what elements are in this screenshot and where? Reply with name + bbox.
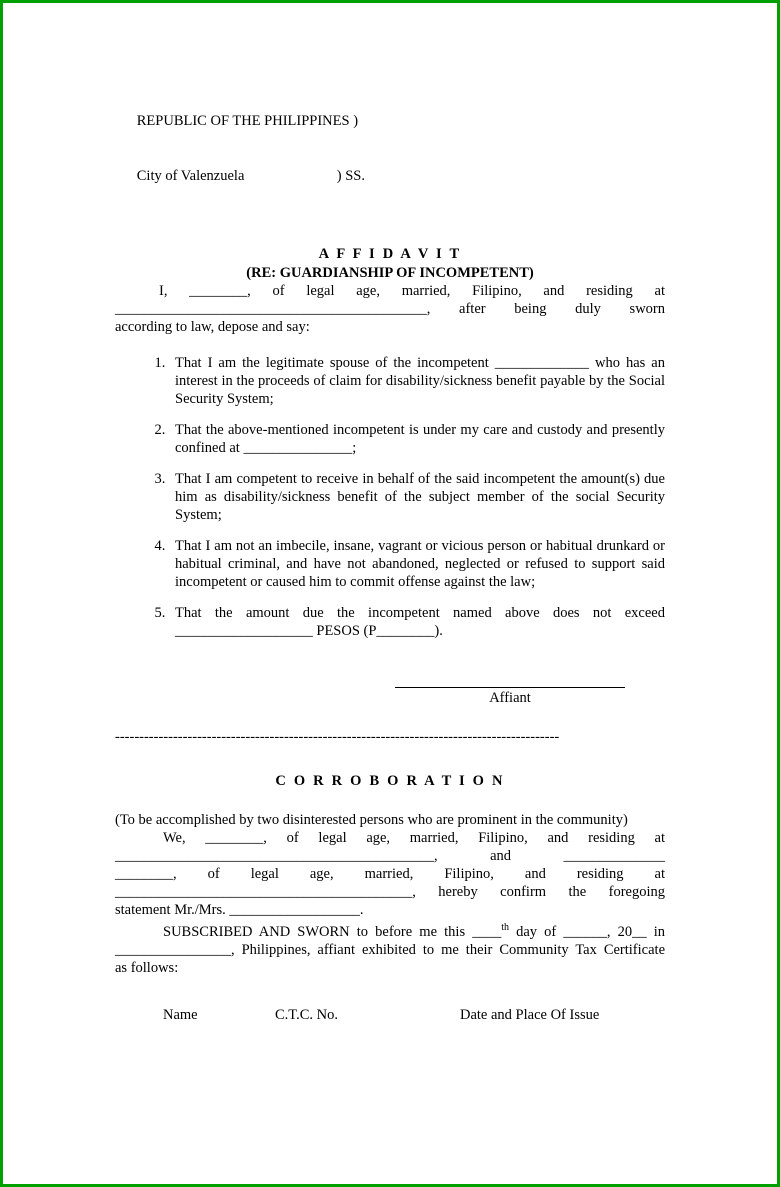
list-item: 4. That I am not an imbecile, insane, vagrant or vicious person or habitual drunkard or habitual criminal, and have not abandoned, neglected or refused to support said incompetent or caused him to commit offense against the law; [169,537,665,591]
corro-text-1: We, ________, of legal age, married, Filipino, and residing at [163,830,665,846]
header-line-2 [115,149,665,205]
sworn-line-3: as follows: [115,959,179,976]
page-subtitle: (RE: GUARDIANSHIP OF INCOMPETENT) [246,265,534,281]
corro-line-1 [115,829,665,847]
list-item: 1. That I am the legitimate spouse of the incompetent _____________ who has an interest in the proceeds of claim for disability/sickness benefit payable by the Social Security System; [169,354,665,408]
section-separator: -------------------------------------------------------------------------------------------- [115,729,560,745]
list-item: 5. That the amount due the incompetent named above does not exceed ___________________ PESOS (P________). [169,604,665,640]
header-line-1 [115,93,665,149]
sworn-paragraph [115,919,665,977]
ctc-column-name: Name [163,1006,198,1023]
list-item: 3. That I am competent to receive in behalf of the said incompetent the amount(s) due him as disability/sickness benefit of the subject member of the social Security System; [169,470,665,524]
ctc-column-date-place: Date and Place Of Issue [460,1006,600,1023]
intro-line-1 [115,282,665,300]
ss-marker: ) SS. [336,168,365,184]
sworn-text-1: SUBSCRIBED AND SWORN to before me this ____ [163,923,502,940]
corroboration-title: C O R R O B O R A T I O N [275,773,505,789]
sworn-text-1b: day of ______, 20__ in [509,923,665,940]
intro-text-1: I, ________, of legal age, married, Filipino, and residing at [159,283,665,299]
republic-line: REPUBLIC OF THE PHILIPPINES ) [136,112,359,129]
corro-line-3: ________, of legal age, married, Filipino, and residing at [115,866,665,882]
ctc-table-header [115,1007,665,1024]
intro-line-3: according to law, depose and say: [115,319,310,335]
corro-line-2 [115,847,665,865]
title-block [115,246,665,282]
sworn-ordinal-suffix: th [501,922,509,933]
signature-line [395,686,625,688]
page-title: A F F I D A V I T [318,246,462,262]
corro-text-2b: and [490,848,512,864]
corro-text-2a: ____________________________________________, [115,848,438,864]
document-sheet [3,3,777,1184]
sworn-line-1 [115,919,665,941]
sworn-line-2: ________________, Philippines, affiant exhibited to me their Community Tax Certificate [115,941,665,958]
affiant-signature-block [115,686,665,707]
list-item: 2. That the above-mentioned incompetent is under my care and custody and presently confined at _______________; [169,421,665,457]
corroboration-note: (To be accomplished by two disinterested persons who are prominent in the community) [115,812,628,828]
signature-label: Affiant [489,690,531,706]
ctc-column-number: C.T.C. No. [275,1006,338,1023]
affidavit-items [115,354,665,640]
intro-paragraph [115,282,665,336]
city-line: City of Valenzuela [136,168,245,184]
corroboration-paragraph [115,829,665,919]
intro-line-2: ___________________________________________, after being duly sworn [115,301,665,317]
corro-line-5: statement Mr./Mrs. __________________. [115,902,364,918]
corro-text-2c: ______________ [563,848,665,864]
corro-line-4: _________________________________________, hereby confirm the foregoing [115,884,665,900]
